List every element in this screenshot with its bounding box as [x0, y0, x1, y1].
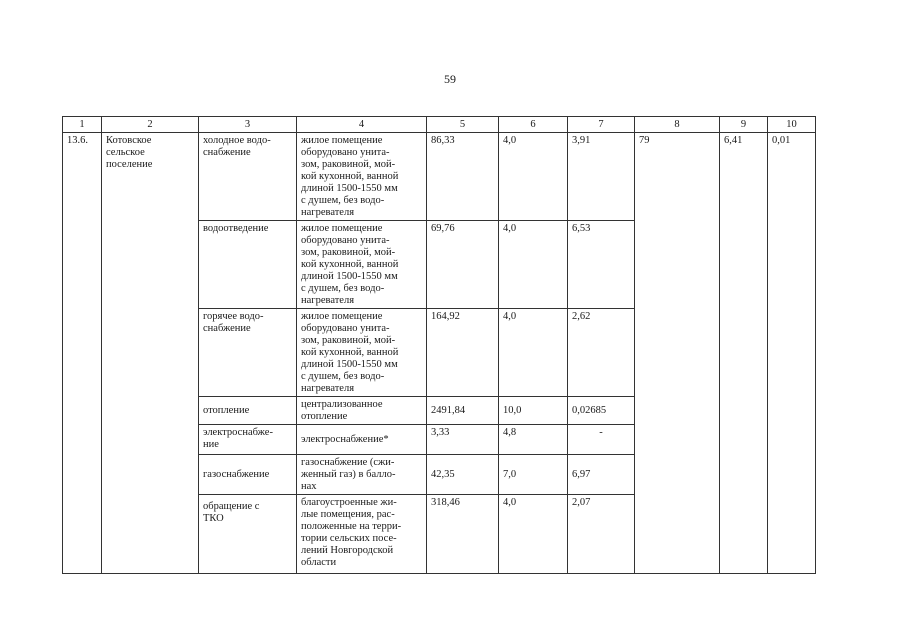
value-cell: 6,97	[568, 455, 635, 495]
service-cell: горячее водо- снабжение	[199, 309, 297, 397]
description-cell: жилое помещение оборудовано унита- зом, раковиной, мой- кой кухонной, ванной длиной 1500-1550 мм с душем, без водо- нагревателя	[297, 309, 427, 397]
header-cell: 8	[635, 117, 720, 133]
table-row	[63, 133, 816, 221]
value-cell: 42,35	[427, 455, 499, 495]
header-cell: 6	[499, 117, 568, 133]
service-cell: газоснабжение	[199, 455, 297, 495]
value-cell: 4,8	[499, 425, 568, 455]
tariff-table	[62, 116, 816, 574]
value-cell: 2,07	[568, 495, 635, 574]
description-cell: газоснабжение (сжи- женный газ) в балло- нах	[297, 455, 427, 495]
header-cell: 10	[768, 117, 816, 133]
col8-cell: 79	[635, 133, 720, 574]
service-cell: холодное водо- снабжение	[199, 133, 297, 221]
value-cell: 10,0	[499, 397, 568, 425]
value-cell: 3,91	[568, 133, 635, 221]
header-cell: 2	[102, 117, 199, 133]
value-cell: 0,02685	[568, 397, 635, 425]
value-cell: 164,92	[427, 309, 499, 397]
service-cell: отопление	[199, 397, 297, 425]
service-cell: водоотведение	[199, 221, 297, 309]
value-cell: 318,46	[427, 495, 499, 574]
header-cell: 1	[63, 117, 102, 133]
header-cell: 7	[568, 117, 635, 133]
settlement-cell: Котовское сельское поселение	[102, 133, 199, 574]
description-cell: централизованное отопление	[297, 397, 427, 425]
service-cell: обращение с ТКО	[199, 495, 297, 574]
value-cell: -	[568, 425, 635, 455]
value-cell: 2,62	[568, 309, 635, 397]
col10-cell: 0,01	[768, 133, 816, 574]
table-header-row	[63, 117, 816, 133]
value-cell: 4,0	[499, 495, 568, 574]
value-cell: 4,0	[499, 309, 568, 397]
description-cell: благоустроенные жи- лые помещения, рас- положенные на терри- тории сельских посе- лений Новгородской области	[297, 495, 427, 574]
description-cell: жилое помещение оборудовано унита- зом, раковиной, мой- кой кухонной, ванной длиной 1500-1550 мм с душем, без водо- нагревателя	[297, 221, 427, 309]
header-cell: 9	[720, 117, 768, 133]
header-cell: 3	[199, 117, 297, 133]
col9-cell: 6,41	[720, 133, 768, 574]
description-cell: электроснабжение*	[297, 425, 427, 455]
value-cell: 3,33	[427, 425, 499, 455]
value-cell: 2491,84	[427, 397, 499, 425]
value-cell: 86,33	[427, 133, 499, 221]
value-cell: 6,53	[568, 221, 635, 309]
description-cell: жилое помещение оборудовано унита- зом, раковиной, мой- кой кухонной, ванной длиной 1500-1550 мм с душем, без водо- нагревателя	[297, 133, 427, 221]
service-cell: электроснабже- ние	[199, 425, 297, 455]
value-cell: 69,76	[427, 221, 499, 309]
value-cell: 4,0	[499, 221, 568, 309]
value-cell: 4,0	[499, 133, 568, 221]
page-number: 59	[444, 72, 456, 86]
entry-number-cell: 13.6.	[63, 133, 102, 574]
header-cell: 4	[297, 117, 427, 133]
header-cell: 5	[427, 117, 499, 133]
value-cell: 7,0	[499, 455, 568, 495]
